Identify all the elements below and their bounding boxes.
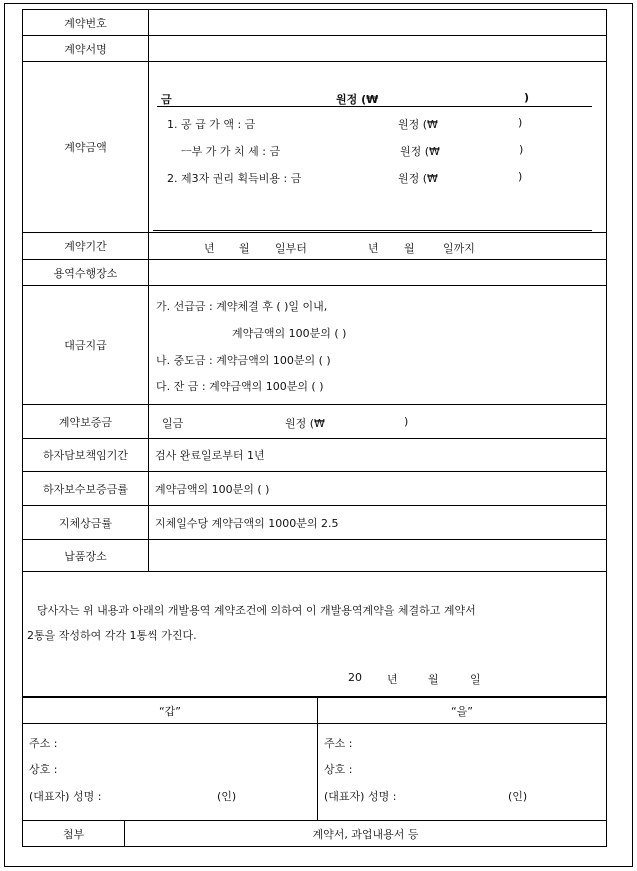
party-b-address: 주소 : bbox=[324, 737, 353, 750]
party-b-seal: (인) bbox=[508, 790, 528, 803]
third-party-cost-close: ) bbox=[518, 170, 523, 183]
guarantee-field[interactable] bbox=[149, 405, 607, 439]
party-a-seal: (인) bbox=[217, 790, 237, 803]
vat-unit: 원정 (₩ bbox=[400, 145, 440, 158]
delay-rate-label: 지체상금률 bbox=[23, 506, 149, 540]
amount-total-unit: 원정 (₩ bbox=[336, 93, 379, 106]
amount-total-prefix: 금 bbox=[161, 93, 172, 106]
contract-amount-label: 계약금액 bbox=[23, 62, 149, 233]
amount-total-underline bbox=[157, 106, 592, 107]
party-b-title: “을” bbox=[318, 698, 607, 724]
period-from: 일부터 bbox=[275, 242, 307, 255]
amount-total-close: ) bbox=[524, 91, 530, 104]
supply-price-unit: 원정 (₩ bbox=[398, 118, 438, 131]
party-b-rep: (대표자) 성명 : bbox=[324, 790, 397, 803]
guarantee-prefix: 일금 bbox=[162, 417, 184, 430]
warranty-deposit-label: 하자보수보증금률 bbox=[23, 472, 149, 506]
party-a-company: 상호 : bbox=[29, 763, 58, 776]
guarantee-unit: 원정 (₩ bbox=[285, 417, 325, 430]
party-a-address: 주소 : bbox=[29, 737, 58, 750]
delay-rate-field[interactable]: 지체일수당 계약금액의 1000분의 2.5 bbox=[149, 506, 607, 540]
statement-line2: 2통을 작성하여 각각 1통씩 가진다. bbox=[27, 629, 197, 642]
contract-name-label: 계약서명 bbox=[23, 36, 149, 62]
statement-line1: 당사자는 위 내용과 아래의 개발용역 계약조건에 의하여 이 개발용역계약을 체결하고 계약서 bbox=[37, 604, 476, 617]
payment-interim: 나. 중도금 : 계약금액의 100분의 ( ) bbox=[156, 354, 331, 367]
service-place-field[interactable] bbox=[149, 260, 607, 286]
third-party-cost-label: 2. 제3자 권리 획득비용 : 금 bbox=[167, 172, 302, 185]
statement-cell bbox=[23, 572, 607, 697]
party-table bbox=[22, 697, 607, 847]
vat-close: ) bbox=[519, 143, 524, 156]
date-month: 월 bbox=[428, 673, 439, 686]
date-day: 일 bbox=[470, 673, 481, 686]
contract-no-label: 계약번호 bbox=[23, 10, 149, 36]
contract-period-label: 계약기간 bbox=[23, 233, 149, 260]
warranty-deposit-field[interactable]: 계약금액의 100분의 ( ) bbox=[149, 472, 607, 506]
party-b-company: 상호 : bbox=[324, 763, 353, 776]
period-month1: 월 bbox=[239, 242, 250, 255]
guarantee-label: 계약보증금 bbox=[23, 405, 149, 439]
payment-label: 대금지급 bbox=[23, 286, 149, 405]
third-party-cost-unit: 원정 (₩ bbox=[398, 172, 438, 185]
payment-advance-ratio: 계약금액의 100분의 ( ) bbox=[232, 327, 347, 340]
warranty-period-field[interactable]: 검사 완료일로부터 1년 bbox=[149, 439, 607, 472]
attachment-label: 첨부 bbox=[23, 821, 125, 847]
guarantee-close: ) bbox=[404, 415, 409, 428]
supply-price-label: 1. 공 급 가 액 : 금 bbox=[167, 118, 256, 131]
payment-advance: 가. 선급금 : 계약체결 후 ( )일 이내, bbox=[156, 300, 328, 313]
period-month2: 월 bbox=[404, 242, 415, 255]
party-b-block[interactable] bbox=[318, 724, 607, 821]
contract-name-field[interactable] bbox=[149, 36, 607, 62]
period-year2: 년 bbox=[368, 242, 379, 255]
attachment-value[interactable]: 계약서, 과업내용서 등 bbox=[125, 821, 607, 847]
payment-field[interactable] bbox=[149, 286, 607, 405]
period-year1: 년 bbox=[204, 242, 215, 255]
service-place-label: 용역수행장소 bbox=[23, 260, 149, 286]
vat-label: ㅡ부 가 가 치 세 : 금 bbox=[181, 145, 281, 158]
warranty-period-label: 하자담보책임기간 bbox=[23, 439, 149, 472]
party-a-title: “갑” bbox=[23, 698, 318, 724]
party-a-block[interactable] bbox=[23, 724, 318, 821]
delivery-place-label: 납품장소 bbox=[23, 540, 149, 572]
supply-price-close: ) bbox=[518, 116, 523, 129]
date-prefix[interactable]: 20 bbox=[348, 671, 362, 684]
contract-no-field[interactable] bbox=[149, 10, 607, 36]
contract-amount-cell[interactable] bbox=[149, 62, 607, 233]
contract-period-field[interactable] bbox=[149, 233, 607, 260]
period-until: 일까지 bbox=[443, 242, 475, 255]
payment-balance: 다. 잔 금 : 계약금액의 100분의 ( ) bbox=[156, 380, 324, 393]
contract-form-table bbox=[22, 9, 607, 697]
party-a-rep: (대표자) 성명 : bbox=[29, 790, 102, 803]
delivery-place-field[interactable] bbox=[149, 540, 607, 572]
date-year: 년 bbox=[387, 673, 398, 686]
